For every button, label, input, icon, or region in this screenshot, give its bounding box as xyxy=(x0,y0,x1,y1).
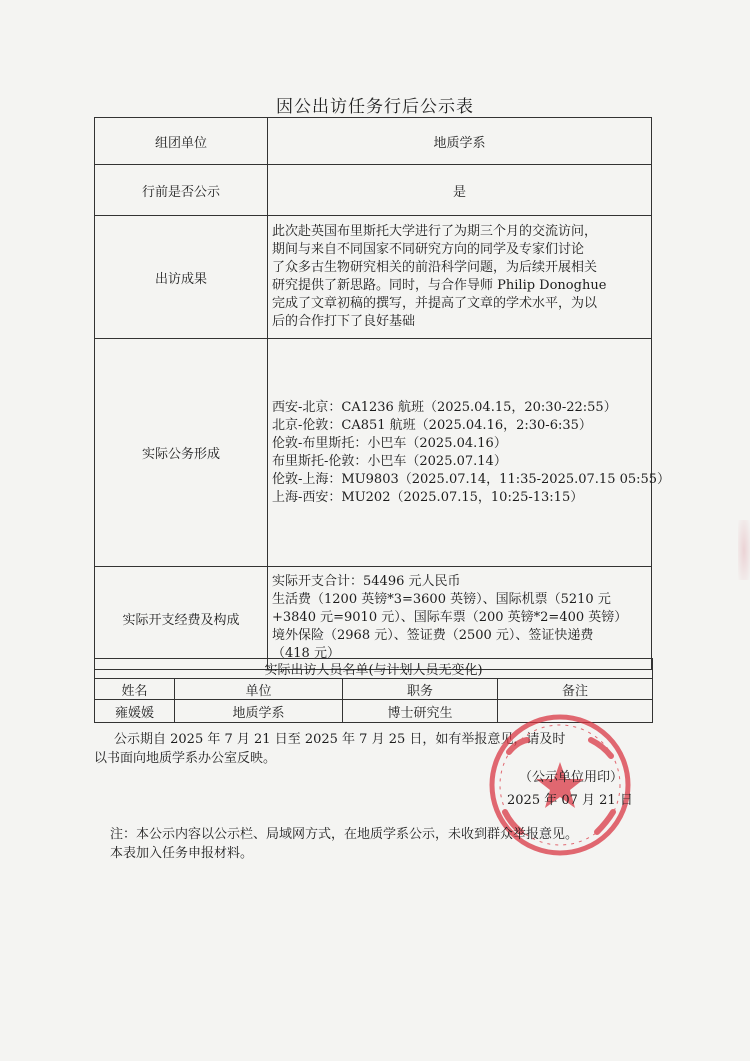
row-label: 组团单位 xyxy=(95,118,268,165)
itinerary-line: 伦敦-布里斯托：小巴车（2025.04.16） xyxy=(272,435,507,451)
text-line: 研究提供了新思路。同时，与合作导师 Philip Donoghue xyxy=(272,278,607,293)
footer-line: 注：本公示内容以公示栏、局域网方式，在地质学系公示，未收到群众举报意见。 xyxy=(110,827,579,842)
itinerary-line: 布里斯托-伦敦：小巴车（2025.07.14） xyxy=(272,453,507,469)
row-label: 行前是否公示 xyxy=(95,165,268,216)
expense-line: （418 元） xyxy=(272,646,340,661)
itinerary-text xyxy=(268,339,671,567)
edge-smudge xyxy=(738,520,750,580)
seal-date: 2025 年 07 月 21 日 xyxy=(507,793,633,808)
row-label: 实际开支经费及构成 xyxy=(95,567,268,670)
personnel-caption: 实际出访人员名单(与计划人员无变化) xyxy=(95,659,653,679)
table-cell: 地质学系 xyxy=(175,700,343,723)
notice-line: 公示期自 2025 年 7 月 21 日至 2025 年 7 月 25 日，如有举报意见，请及时 xyxy=(114,732,566,747)
column-header: 单位 xyxy=(175,679,343,700)
footer-note xyxy=(110,825,670,863)
expense-text xyxy=(268,567,652,670)
column-header: 职务 xyxy=(343,679,498,700)
itinerary-line: 西安-北京：CA1236 航班（2025.04.15，20:30-22:55） xyxy=(272,399,617,415)
table-cell: 雍媛媛 xyxy=(95,700,175,723)
seal-label: （公示单位用印） xyxy=(519,770,624,785)
text-line: 后的合作打下了良好基础 xyxy=(272,314,416,329)
table-row xyxy=(95,659,653,679)
table-row xyxy=(95,216,652,339)
text-line: 此次赴英国布里斯托大学进行了为期三个月的交流访问， xyxy=(272,224,598,239)
text-line: 完成了文章初稿的撰写，并提高了文章的学术水平，为以 xyxy=(272,296,598,311)
organizing-unit-value: 地质学系 xyxy=(268,118,652,165)
column-header: 姓名 xyxy=(95,679,175,700)
table-header-row xyxy=(95,679,653,700)
expense-line: 生活费（1200 英镑*3=3600 英镑）、国际机票（5210 元 xyxy=(272,592,611,607)
table-row xyxy=(95,339,652,567)
row-label: 实际公务形成 xyxy=(95,339,268,567)
row-label: 出访成果 xyxy=(95,216,268,339)
pre-announcement-value: 是 xyxy=(268,165,652,216)
column-header: 备注 xyxy=(498,679,653,700)
expense-line: 实际开支合计：54496 元人民币 xyxy=(272,574,461,589)
table-row xyxy=(95,165,652,216)
expense-line: 境外保险（2968 元）、签证费（2500 元）、签证快递费 xyxy=(272,628,594,643)
itinerary-line: 伦敦-上海：MU9803（2025.07.14，11:35-2025.07.15 05:55） xyxy=(272,471,671,487)
page-title: 因公出访任务行后公示表 xyxy=(276,97,474,117)
itinerary-line: 上海-西安：MU202（2025.07.15，10:25-13:15） xyxy=(272,489,584,505)
info-table xyxy=(94,117,671,670)
expense-line: +3840 元=9010 元）、国际车票（200 英镑*2=400 英镑） xyxy=(272,610,628,625)
notice-line: 以书面向地质学系办公室反映。 xyxy=(94,751,277,766)
text-line: 期间与来自不同国家不同研究方向的同学及专家们讨论 xyxy=(272,242,585,257)
table-row xyxy=(95,567,652,670)
table-row xyxy=(95,118,652,165)
table-cell: 博士研究生 xyxy=(343,700,498,723)
footer-line: 本表加入任务申报材料。 xyxy=(110,846,254,861)
text-line: 了众多古生物研究相关的前沿科学问题，为后续开展相关 xyxy=(272,260,598,275)
visit-results-text xyxy=(268,216,652,339)
itinerary-line: 北京-伦敦：CA851 航班（2025.04.16，2:30-6:35） xyxy=(272,417,592,433)
